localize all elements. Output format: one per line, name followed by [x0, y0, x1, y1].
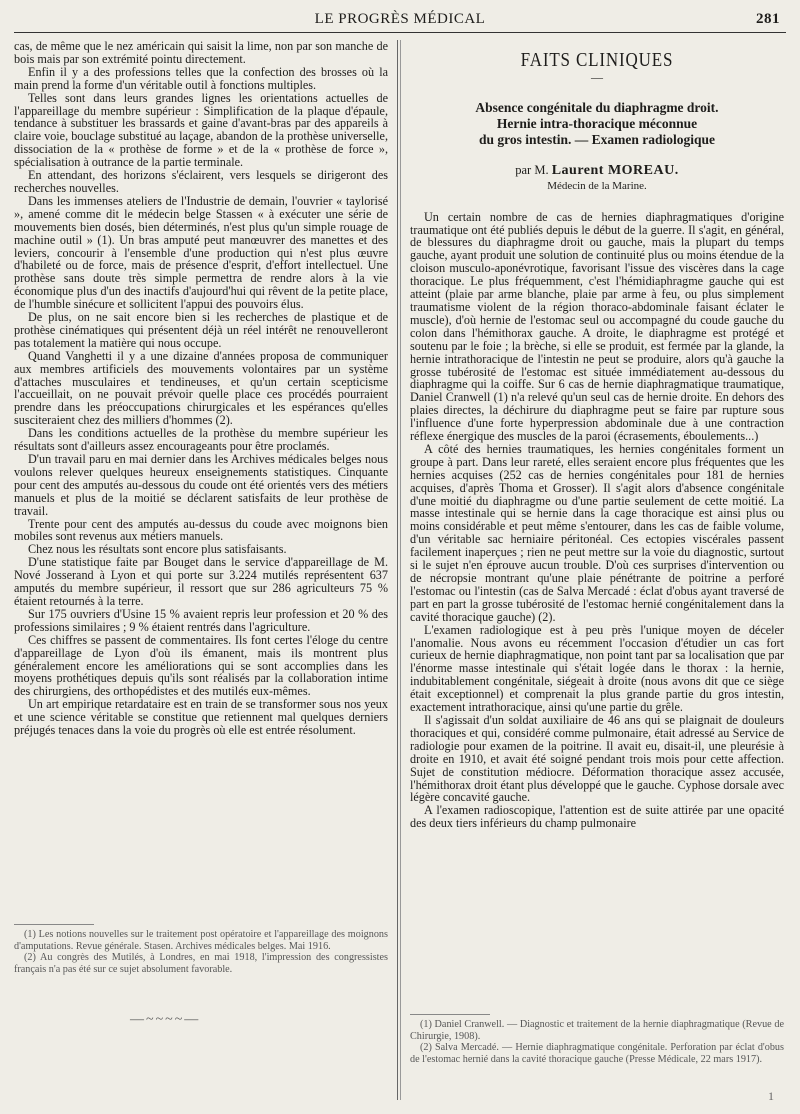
author-name: Laurent MOREAU. [551, 162, 679, 178]
paragraph: D'une statistique faite par Bouget dans le service d'appareillage de M. Nové Josserand à Lyon et qui porte sur 3.224 mutilés représentent 637 amputés du membre supérieur, il ressort que sur 286 agriculteurs 75 % étaient retournés à la terre. [14, 555, 388, 608]
paragraph: D'un travail paru en mai dernier dans les Archives médicales belges nous voulons relever quelques heureux enseignements statistiques. Cinquante pour cent des amputés au-dessous du coude ont été orientés vers des métiers manuels et plus de la moitié se déclarent satisfaits de leur prothèse de travail. [14, 452, 388, 518]
paragraph: Trente pour cent des amputés au-dessus du coude avec moignons bien mobiles sont revenus aux métiers manuels. [14, 516, 388, 544]
paragraph: En attendant, des horizons s'éclairent, vers lesquels se dirigeront des recherches nouvelles. [14, 168, 388, 195]
paragraph: Il s'agissait d'un soldat auxiliaire de 46 ans qui se plaignait de douleurs thoraciques et qui, considéré comme pulmonaire, était adressé au Service de radiologie pour examen de la poitrine. Il avait eu, disait-il, une pleurésie à droite en 1910, et avait été soigné pendant trois mois pour cette affection. Sujet de constitution médiocre. Déformation thoracique assez accusée, l'hémithorax droit étant plus développé que le gauche. Cyphose dorsale avec légère concavité gauche. [410, 712, 784, 805]
footnote-rule [14, 924, 94, 925]
paragraph: A côté des hernies traumatiques, les hernies congénitales forment un groupe à part. Dans leur rareté, elles seraient encore plus fréquentes que les hernies acquises (252 cas de hernies congénitales pour 181 de hernies acquises, d'après Thoma et Grosser). Il s'agit alors d'absence congénitale d'une moitié du diaphragme ou d'une partie seulement de cette moitié. La masse intestinale qui se hernie dans la cage thoracique est ainsi plus ou moins considérable et peut même s'entourer, dans les cas de faible volume, d'un véritable sac herniaire péritonéal. Ces ectopies viscérales passent facilement inaperçues ; rien ne peut mettre sur la voie du diagnostic, surtout si le sujet n'en éprouve aucun trouble. D'où ces surprises d'intervention ou de nécropsie montrant qu'une plaie pénétrante de poitrine a perforé l'estomac ou l'intestin (cas de Salva Mercadé : éclat d'obus ayant traversé de part en part la grosse tubérosité de l'estomac hernié congénitalement dans la cavité thoracique gauche) (2). [410, 441, 784, 624]
page-mark: 1 [768, 1089, 774, 1103]
footnote: (2) Au congrès des Mutilés, à Londres, en mai 1918, l'impression des congressistes français n'a pas été sur ce sujet absolument favorable. [14, 952, 388, 975]
journal-title: LE PROGRÈS MÉDICAL [314, 10, 486, 27]
paragraph: A l'examen radioscopique, l'attention est de suite attirée par une opacité des deux tiers inférieurs du champ pulmonaire [410, 803, 784, 831]
paragraph: Enfin il y a des professions telles que la confection des brosses où la main prend la forme d'un véritable outil à fonctions multiples. [14, 64, 388, 92]
footnote-rule [410, 1014, 490, 1015]
article-title-line: Absence congénitale du diaphragme droit. [475, 99, 719, 115]
right-column [410, 40, 784, 830]
paragraph: cas, de même que le nez américain qui saisit la lime, non par son manche de bois mais par son extrémité pointu directement. [14, 39, 388, 66]
column-divider [397, 40, 401, 1100]
article-title-line: du gros intestin. — Examen radiologique [478, 131, 716, 147]
paragraph: De plus, on ne sait encore bien si les recherches de plastique et de prothèse cinématiques qui présentent déjà un réel intérêt ne renouvelleront pas totalement la matière qui nous occupe. [14, 310, 388, 350]
running-header [14, 6, 786, 33]
footnote: (1) Daniel Cranwell. — Diagnostic et traitement de la hernie diaphragmatique (Revue de Chirurgie, 1908). [410, 1019, 784, 1042]
section-dash: — [591, 69, 603, 84]
footnote: (1) Les notions nouvelles sur le traitement post opératoire et l'appareillage des moignons d'amputations. Revue générale. Stasen. Archives médicales belges. Mai 1916. [14, 929, 388, 952]
section-title: FAITS CLINIQUES [520, 49, 674, 71]
paragraph: Un certain nombre de cas de hernies diaphragmatiques d'origine traumatique ont été publiés depuis le début de la guerre. Il s'agit, en général, de blessures du diaphragme droit ou gauche, mais la plupart du temps gauche, ayant produit une solution de continuité plus ou moins étendue de la cloison musculo-aponévrotique, favorisant l'issue des viscères dans la cage thoracique. Le plus fréquemment, c'est l'hémidiaphragme gauche qui est atteint (plaie par arme blanche, plaie par arme à feu, ou plus simplement traumatisme violent de la région thoraco-abdominale faisant éclater le muscle), d'où hernie de l'estomac seul ou accompagné du coude gauche du colon dans l'hémithorax gauche. A droite, le diaphragme est protégé et soutenu par le foie ; la brèche, si elle se produit, est fermée par la glande, la hernie intrathoracique de l'intestin ne peut se produire, alors qu'à gauche la grosse tubérosité de l'estomac est située immédiatement au-dessous du diaphragme qui la coiffe. Sur 6 cas de hernie diaphragmatique traumatique, Daniel Cranwell (1) n'a relevé qu'un seul cas de hernie droite. En dehors des plaies directes, la déchirure du diaphragme peut se faire par rupture sous l'influence d'une forte hyperpression abdominale due à une contraction réflexe énergique des muscles de la paroi (écrasements, éboulements...) [410, 209, 784, 444]
ornament-flourish: —~~~~— [130, 1012, 201, 1027]
left-column [14, 40, 388, 737]
paragraph: Un art empirique retardataire est en train de se transformer sous nos yeux et une science véritable se constitue que retiennent mal quelques derniers préjugés tenaces dans la voie du progrès où elle est entrée résolument. [14, 697, 388, 738]
paragraph: Quand Vanghetti il y a une dizaine d'années proposa de communiquer aux membres artificiels des mouvements volontaires par un système d'attaches musculaires et tendineuses, et qu'un certain scepticisme l'accueillait, on ne pouvait prévoir quelle place ces procédés pourraient prendre dans les préoccupations chirurgicales et les espérances qu'elles susciteraient chez des milliers d'hommes (2). [14, 348, 388, 428]
paragraph: Dans les immenses ateliers de l'Industrie de demain, l'ouvrier « taylorisé », amené comme dit le médecin belge Stassen « à exécuter une série de mouvements bien dosés, bien déterminés, n'est plus qu'un simple rouage de machine outil » (1). Un bras amputé peut manœuvrer des manettes et des leviers, concourir à l'ensemble d'une production qui n'est plus œuvre d'habileté ou de force, mais de présence d'esprit, d'effort intellectuel. Une prothèse sans doute très simple permettra de rendre alors à la vie économique plus d'un des inactifs d'aujourd'hui qui rêvent de la petite place, de l'humble sinécure et sollicitent l'appui des pouvoirs élus. [14, 193, 388, 312]
author-affiliation: Médecin de la Marine. [547, 179, 647, 192]
right-footnotes [410, 1014, 784, 1065]
paragraph: Ces chiffres se passent de commentaires. Ils font certes l'éloge du centre d'appareillage de Lyon d'où ils émanent, mais ils montrent plus généralement encore les améliorations qui se sont accomplies dans les moyens prothétiques depuis qu'ils sont réalisés par la collaboration intime des chirurgiens, des orthopédistes et des mutilés eux-mêmes. [14, 632, 388, 699]
article-title [410, 100, 784, 148]
paragraph: Dans les conditions actuelles de la prothèse du membre supérieur les résultats sont d'ailleurs assez encourageants pour être proclamés. [14, 426, 388, 454]
article-title-line: Hernie intra-thoracique méconnue [496, 115, 698, 131]
paragraph: Sur 175 ouvriers d'Usine 15 % avaient repris leur profession et 20 % des professions similaires ; 9 % étaient rentrés dans l'agriculture. [14, 606, 388, 634]
paragraph: L'examen radiologique est à peu près l'unique moyen de déceler l'anomalie. Nous avons eu récemment l'occasion d'étudier un cas fort curieux de hernie diaphragmatique, non point tant par sa localisation que par l'énorme masse intestinale qui s'était logée dans le thorax : la hernie, indubitablement congénitale, siégeait à droite (nous avons dit que ce siège était exceptionnel) et comprenait la plus grande partie du gros intestin, exactement intrathoracique, ainsi qu'une partie du grêle. [410, 622, 784, 715]
byline-prefix: par M. [515, 162, 549, 177]
footnote: (2) Salva Mercadé. — Hernie diaphragmatique congénitale. Perforation par éclat d'obus de l'estomac hernié dans la cavité thoracique gauche (Presse Médicale, 22 mars 1917). [410, 1042, 784, 1065]
left-footnotes [14, 924, 388, 975]
byline [410, 164, 784, 178]
paragraph: Chez nous les résultats sont encore plus satisfaisants. [28, 542, 287, 557]
paragraph: Telles sont dans leurs grandes lignes les orientations actuelles de l'appareillage du membre supérieur : Simplification de la plaque d'épaule, tendance à substituer les brassards et gaine d'avant-bras par des appareils à claire voie, bouclage substitué au laçage, abandon de la prothèse universelle, dissociation de la « prothèse de forme » et de la « prothèse de force », spécialisation à outrance de la partie terminale. [14, 90, 388, 170]
page-number: 281 [756, 10, 780, 27]
